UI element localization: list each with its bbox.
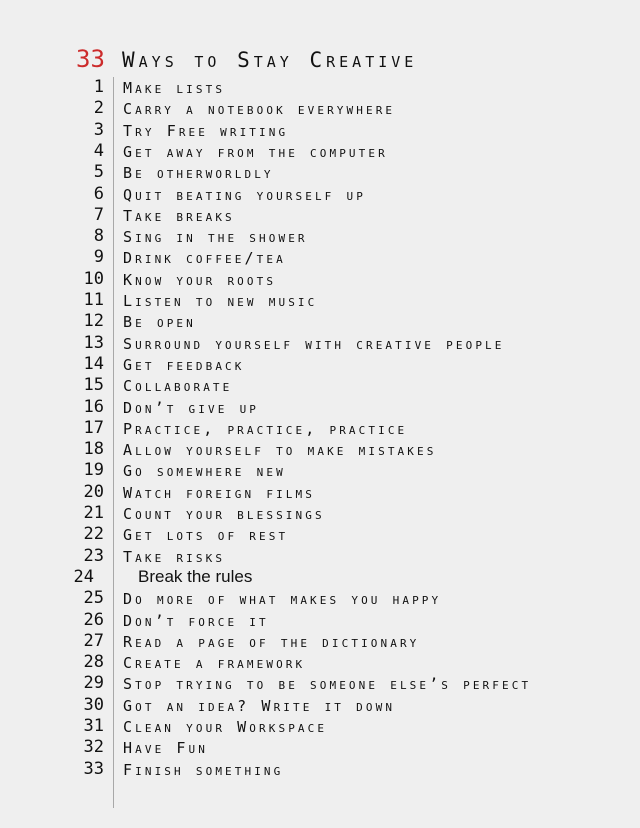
item-number: 2 bbox=[93, 98, 104, 119]
item-label: Collaborate bbox=[123, 377, 233, 396]
item-label: Break the rules bbox=[138, 566, 253, 586]
item-label: Drink coffee/tea bbox=[123, 249, 286, 268]
item-label: Do more of what makes you happy bbox=[123, 590, 442, 609]
list-item-5 bbox=[0, 162, 640, 183]
list-item-21 bbox=[0, 503, 640, 524]
item-number: 22 bbox=[83, 524, 104, 545]
item-number: 25 bbox=[83, 588, 104, 609]
item-number: 19 bbox=[83, 460, 104, 481]
item-number: 18 bbox=[83, 439, 104, 460]
creative-tips-list bbox=[0, 77, 640, 777]
item-label: Have Fun bbox=[123, 739, 209, 758]
item-label: Go somewhere new bbox=[123, 462, 286, 481]
item-number: 13 bbox=[83, 332, 104, 353]
list-item-14 bbox=[0, 354, 640, 375]
list-item-23 bbox=[0, 546, 640, 567]
item-number: 15 bbox=[83, 375, 104, 396]
item-number: 21 bbox=[83, 503, 104, 523]
list-item-13 bbox=[0, 333, 640, 354]
item-label: Read a page of the dictionary bbox=[123, 632, 420, 651]
list-item-30 bbox=[0, 695, 640, 716]
item-number: 8 bbox=[93, 226, 104, 247]
item-label: Surround yourself with creative people bbox=[123, 334, 505, 353]
item-number: 33 bbox=[83, 758, 104, 779]
item-label: Take risks bbox=[123, 547, 226, 566]
item-number: 4 bbox=[93, 140, 104, 161]
list-item-31 bbox=[0, 716, 640, 737]
item-label: Take breaks bbox=[123, 206, 235, 225]
item-number: 1 bbox=[93, 77, 104, 97]
list-item-8 bbox=[0, 226, 640, 247]
item-number: 16 bbox=[83, 396, 104, 417]
item-label: Allow yourself to make mistakes bbox=[123, 441, 437, 460]
list-item-32 bbox=[0, 737, 640, 758]
list-item-28 bbox=[0, 652, 640, 673]
item-number: 27 bbox=[83, 630, 104, 651]
list-item-22 bbox=[0, 524, 640, 545]
list-item-15 bbox=[0, 375, 640, 396]
item-number: 12 bbox=[83, 311, 104, 332]
list-item-19 bbox=[0, 460, 640, 481]
item-label: Stop trying to be someone else’s perfect bbox=[123, 675, 532, 694]
list-item-16 bbox=[0, 397, 640, 418]
item-label: Don’t force it bbox=[123, 611, 269, 630]
list-item-1 bbox=[0, 77, 640, 98]
list-item-7 bbox=[0, 205, 640, 226]
item-label: Watch foreign films bbox=[123, 483, 315, 502]
list-item-33 bbox=[0, 759, 640, 780]
list-item-25 bbox=[0, 588, 640, 609]
item-number: 32 bbox=[83, 737, 104, 758]
item-number: 6 bbox=[93, 183, 104, 204]
item-number: 26 bbox=[83, 609, 104, 630]
item-label: Be open bbox=[123, 313, 196, 332]
item-number: 24 bbox=[73, 566, 94, 587]
list-item-26 bbox=[0, 610, 640, 631]
item-number: 23 bbox=[83, 545, 104, 566]
list-item-29 bbox=[0, 673, 640, 694]
item-label: Get feedback bbox=[123, 355, 245, 374]
item-label: Got an idea? Write it down bbox=[123, 696, 396, 715]
item-number: 9 bbox=[93, 247, 104, 268]
item-number: 14 bbox=[83, 353, 104, 374]
list-item-4 bbox=[0, 141, 640, 162]
list-item-11 bbox=[0, 290, 640, 311]
item-number: 17 bbox=[83, 417, 104, 438]
list-item-18 bbox=[0, 439, 640, 460]
item-number: 29 bbox=[83, 673, 104, 694]
item-number: 30 bbox=[83, 694, 104, 715]
title-row bbox=[76, 43, 417, 75]
item-label: Don’t give up bbox=[123, 398, 260, 417]
item-label: Get away from the computer bbox=[123, 142, 388, 161]
item-number: 10 bbox=[83, 268, 104, 289]
item-label: Create a framework bbox=[123, 654, 306, 673]
item-label: Get lots of rest bbox=[123, 526, 289, 545]
item-number: 5 bbox=[93, 162, 104, 183]
item-number: 20 bbox=[83, 481, 104, 502]
list-item-20 bbox=[0, 482, 640, 503]
list-item-9 bbox=[0, 247, 640, 268]
title-number: 33 bbox=[76, 45, 105, 73]
item-label: Make lists bbox=[123, 79, 226, 97]
item-number: 3 bbox=[93, 119, 104, 140]
item-label: Practice, practice, practice bbox=[123, 419, 408, 438]
item-label: Quit beating yourself up bbox=[123, 185, 366, 204]
item-number: 7 bbox=[93, 204, 104, 225]
item-label: Listen to new music bbox=[123, 292, 318, 310]
list-item-10 bbox=[0, 269, 640, 290]
page-title: Ways to Stay Creative bbox=[122, 48, 418, 72]
item-label: Finish something bbox=[123, 760, 284, 779]
item-number: 28 bbox=[83, 652, 104, 673]
item-label: Try Free writing bbox=[123, 121, 289, 140]
item-label: Count your blessings bbox=[123, 505, 325, 523]
list-item-12 bbox=[0, 311, 640, 332]
list-item-2 bbox=[0, 98, 640, 119]
item-number: 31 bbox=[83, 716, 104, 736]
item-label: Be otherworldly bbox=[123, 164, 274, 183]
list-item-17 bbox=[0, 418, 640, 439]
item-label: Know your roots bbox=[123, 270, 277, 289]
list-item-3 bbox=[0, 120, 640, 141]
item-label: Clean your Workspace bbox=[123, 718, 328, 736]
item-label: Carry a notebook everywhere bbox=[123, 100, 396, 119]
list-item-6 bbox=[0, 184, 640, 205]
list-item-24 bbox=[0, 567, 640, 588]
item-number: 11 bbox=[83, 290, 104, 310]
list-item-27 bbox=[0, 631, 640, 652]
item-label: Sing in the shower bbox=[123, 228, 308, 247]
